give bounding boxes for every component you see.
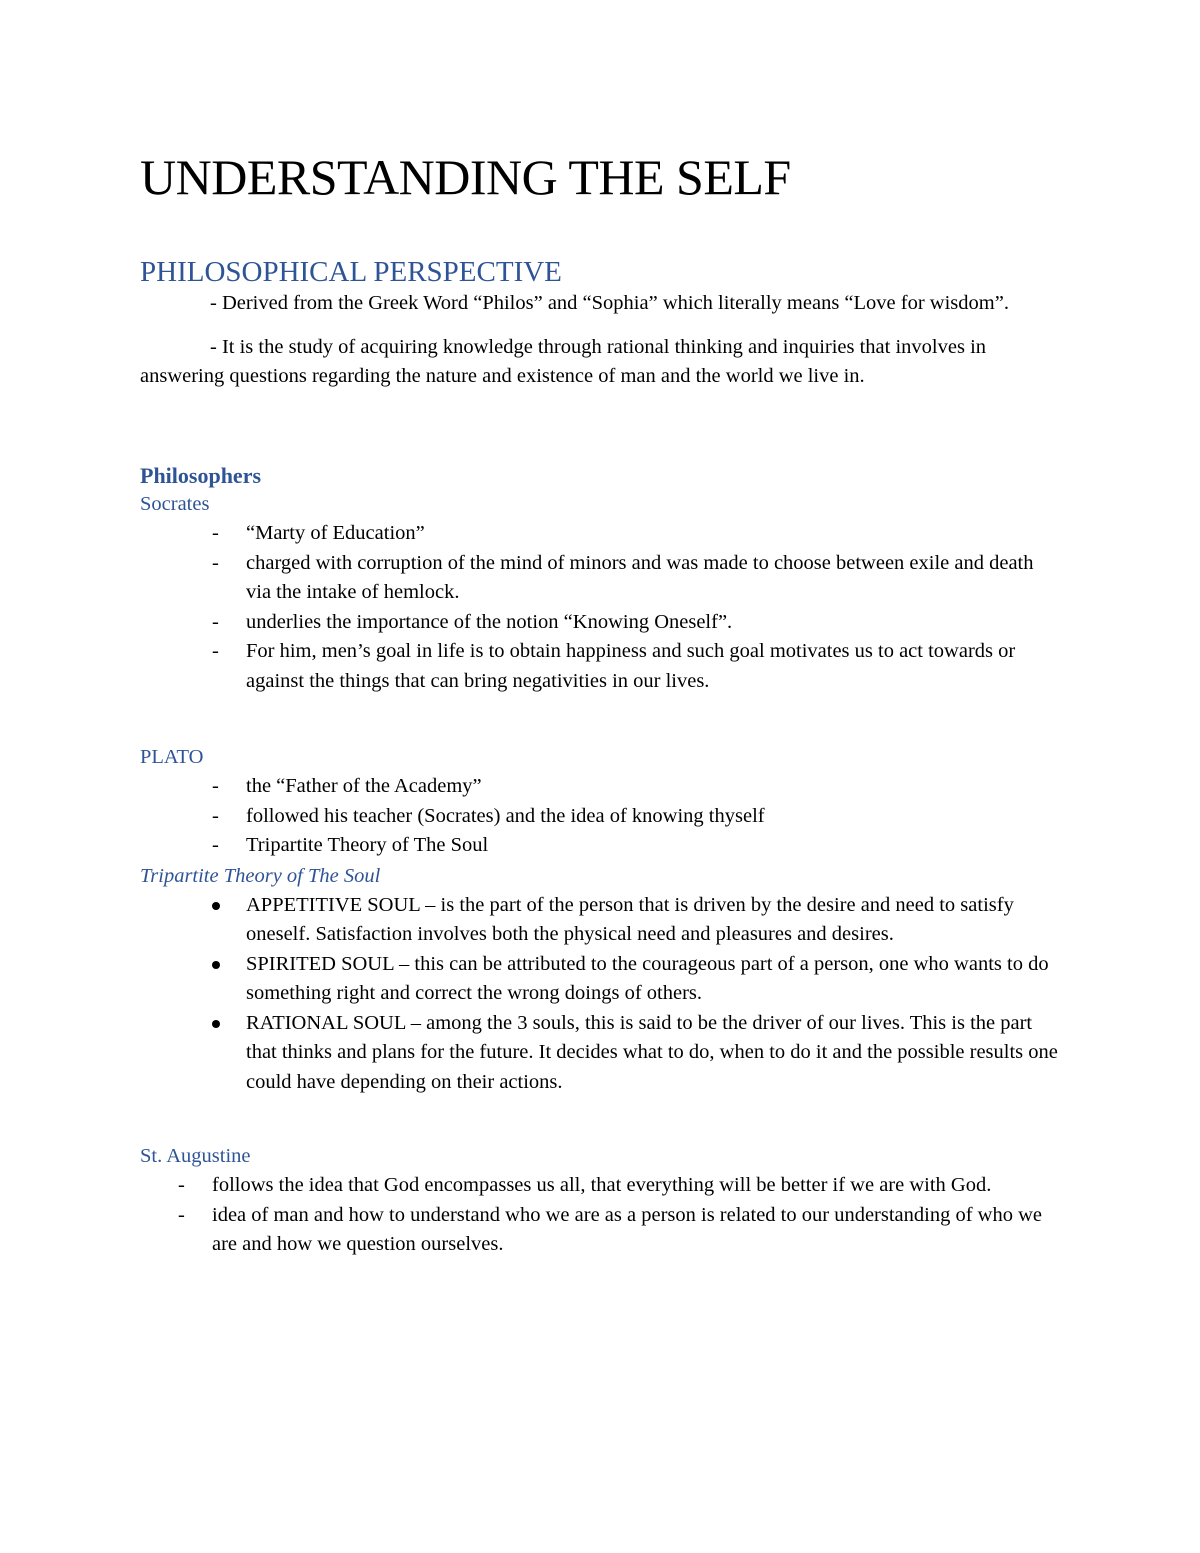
augustine-section xyxy=(140,1141,1060,1260)
list-item: - For him, men’s goal in life is to obtain happiness and such goal motivates us to act towards or against the things that can bring negativities in our lives. xyxy=(140,637,1060,696)
document-title: UNDERSTANDING THE SELF xyxy=(140,149,791,205)
list-item: RATIONAL SOUL – among the 3 souls, this is said to be the driver of our lives. This is the part that thinks and plans for the future. It decides what to do, when to do it and the possible results one could have depending on their actions. xyxy=(140,1009,1060,1098)
list-item: - underlies the importance of the notion “Knowing Oneself”. xyxy=(140,608,1060,638)
list-item: - Tripartite Theory of The Soul xyxy=(140,831,1060,861)
dash-marker: - xyxy=(212,775,219,798)
tripartite-heading: Tripartite Theory of The Soul xyxy=(140,864,381,887)
socrates-heading: Socrates xyxy=(140,493,210,516)
plato-section xyxy=(140,742,1060,861)
document-page xyxy=(140,140,1060,1260)
tripartite-section xyxy=(140,861,1060,1098)
dash-marker: - xyxy=(178,1203,185,1226)
plato-heading: PLATO xyxy=(140,746,204,769)
dash-marker: - xyxy=(212,804,219,827)
list-item: - followed his teacher (Socrates) and the idea of knowing thyself xyxy=(140,802,1060,832)
tripartite-list xyxy=(140,891,1060,1098)
augustine-heading: St. Augustine xyxy=(140,1145,251,1168)
study-paragraph: - It is the study of acquiring knowledge through rational thinking and inquiries that involves in answering questions regarding the nature and existence of man and the world we live in. xyxy=(140,335,987,387)
list-item: APPETITIVE SOUL – is the part of the person that is driven by the desire and need to satisfy oneself. Satisfaction involves both the physical need and pleasures and desires. xyxy=(140,891,1060,950)
dash-marker: - xyxy=(178,1174,185,1197)
dash-marker: - xyxy=(212,551,219,574)
definition-paragraph: - Derived from the Greek Word “Philos” and “Sophia” which literally means “Love for wisdom”. xyxy=(210,291,1009,314)
list-item: - idea of man and how to understand who we are as a person is related to our understanding of who we are and how we question ourselves. xyxy=(140,1201,1060,1260)
philosophers-heading: Philosophers xyxy=(140,462,262,488)
socrates-section xyxy=(140,489,1060,696)
dash-marker: - xyxy=(212,610,219,633)
list-item: - charged with corruption of the mind of minors and was made to choose between exile and death via the intake of hemlock. xyxy=(140,549,1060,608)
list-item: - “Marty of Education” xyxy=(140,519,1060,549)
plato-list xyxy=(140,772,1060,861)
dash-marker: - xyxy=(212,834,219,857)
bullet-icon xyxy=(212,902,220,910)
socrates-list xyxy=(140,519,1060,696)
bullet-icon xyxy=(212,961,220,969)
list-item: - follows the idea that God encompasses us all, that everything will be better if we are with God. xyxy=(140,1171,1060,1201)
augustine-list xyxy=(140,1171,1060,1260)
bullet-icon xyxy=(212,1020,220,1028)
list-item: - the “Father of the Academy” xyxy=(140,772,1060,802)
section-heading: PHILOSOPHICAL PERSPECTIVE xyxy=(140,256,562,288)
dash-marker: - xyxy=(212,522,219,545)
list-item: SPIRITED SOUL – this can be attributed to the courageous part of a person, one who wants to do something right and correct the wrong doings of others. xyxy=(140,950,1060,1009)
dash-marker: - xyxy=(212,640,219,663)
